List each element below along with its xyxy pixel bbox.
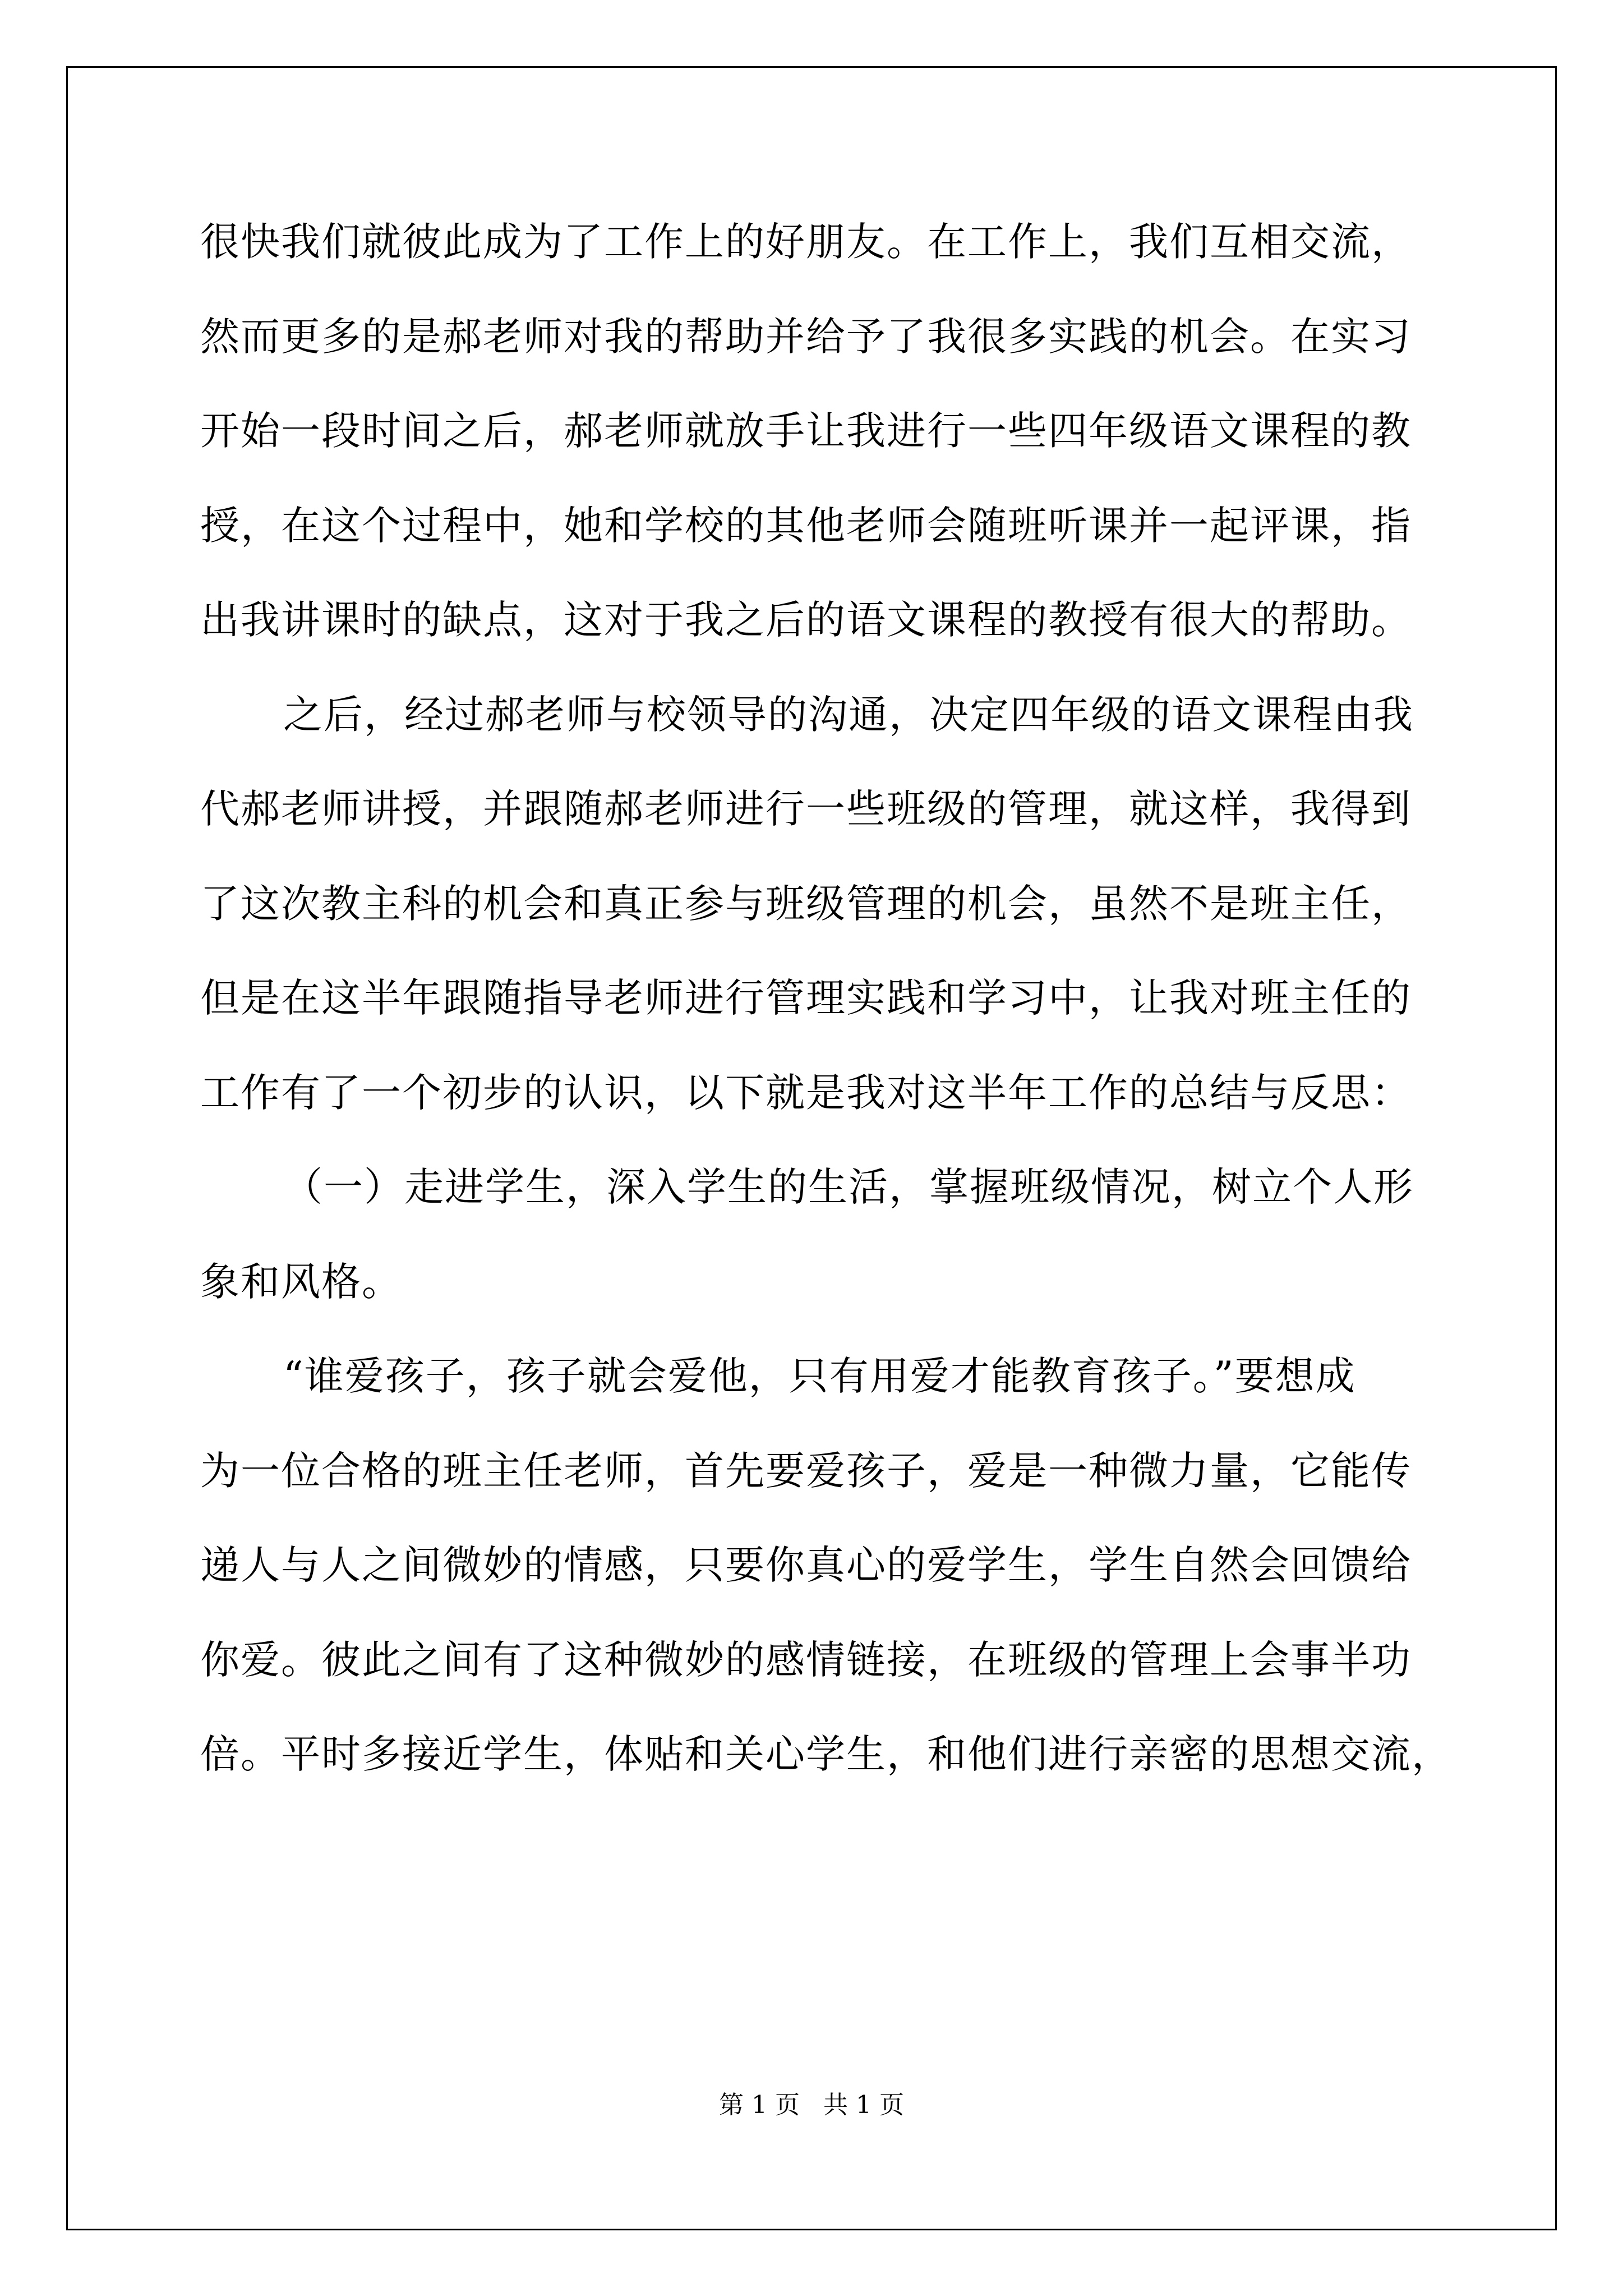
text-line: 很快我们就彼此成为了工作上的好朋友。在工作上，我们互相交流， xyxy=(200,219,1412,265)
text-line: 代郝老师讲授，并跟随郝老师进行一些班级的管理，就这样，我得到 xyxy=(200,786,1412,832)
text-line: 工作有了一个初步的认识，以下就是我对这半年工作的总结与反思： xyxy=(200,1069,1412,1116)
text-line: 然而更多的是郝老师对我的帮助并给予了我很多实践的机会。在实习 xyxy=(200,313,1412,360)
text-line: 为一位合格的班主任老师，首先要爱孩子，爱是一种微力量，它能传 xyxy=(200,1447,1412,1494)
text-line: 了这次教主科的机会和真正参与班级管理的机会，虽然不是班主任， xyxy=(200,880,1412,927)
text-line: 出我讲课时的缺点，这对于我之后的语文课程的教授有很大的帮助。 xyxy=(200,597,1412,643)
text-line: “谁爱孩子，孩子就会爱他，只有用爱才能教育孩子。”要想成 xyxy=(283,1353,1356,1399)
text-line: （一）走进学生，深入学生的生活，掌握班级情况，树立个人形 xyxy=(283,1164,1414,1210)
text-line: 你爱。彼此之间有了这种微妙的感情链接，在班级的管理上会事半功 xyxy=(200,1636,1412,1683)
text-line: 象和风格。 xyxy=(200,1258,402,1305)
text-line: 倍。平时多接近学生，体贴和关心学生，和他们进行亲密的思想交流， xyxy=(200,1731,1452,1777)
text-line: 递人与人之间微妙的情感，只要你真心的爱学生，学生自然会回馈给 xyxy=(200,1542,1412,1588)
text-line: 授，在这个过程中，她和学校的其他老师会随班听课并一起评课，指 xyxy=(200,502,1412,549)
text-line: 之后，经过郝老师与校领导的沟通，决定四年级的语文课程由我 xyxy=(283,691,1414,738)
document-body xyxy=(200,214,1452,1821)
text-line: 开始一段时间之后，郝老师就放手让我进行一些四年级语文课程的教 xyxy=(200,408,1412,454)
text-line: 但是在这半年跟随指导老师进行管理实践和学习中，让我对班主任的 xyxy=(200,975,1412,1021)
page-footer: 第 1 页 共 1 页 xyxy=(719,2091,904,2119)
